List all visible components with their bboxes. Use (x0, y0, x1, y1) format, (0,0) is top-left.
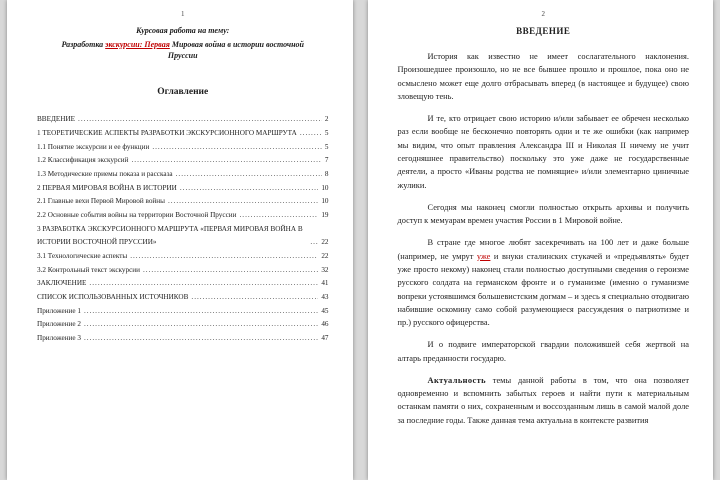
toc-leader (310, 236, 318, 250)
toc-row[interactable] (37, 154, 329, 168)
toc-row[interactable] (37, 168, 329, 182)
toc-row[interactable] (37, 332, 329, 346)
toc-label: 3.1 Технологические аспекты (37, 252, 128, 261)
toc-leader (191, 291, 318, 305)
toc-label: 2.1 Главные вехи Первой Мировой войны (37, 197, 165, 206)
toc-page-number: 22 (321, 252, 329, 261)
toc-leader (84, 318, 318, 332)
paragraph: Сегодня мы наконец смогли полностью открыть архивы и получить доступ к мемуарам времен участия России в 1 Мировой войне. (397, 202, 689, 226)
paragraph-text: В стране где многое любят засекречивать на 100 лет и даже больше (например, не умрут (397, 238, 689, 261)
page-2-number: 2 (541, 10, 545, 18)
toc-page-number: 43 (321, 293, 329, 302)
toc-leader (84, 305, 318, 319)
toc-label: 2 ПЕРВАЯ МИРОВАЯ ВОЙНА В ИСТОРИИ (37, 183, 177, 192)
toc-leader (89, 277, 318, 291)
paragraph: И те, кто отрицает свою историю и/или забывает ее обречен несколько раз если вообще не бесконечно повторять одни и те же ошибки (как например мы видим, что опыт правления Александра III и Николая II ничему не учит сегодняшнее правительство) поскольку это уже даже не государственные деятели, а просто «Иваны родства не помнящие» и/или элементарно циничные жулики. (397, 114, 689, 190)
toc-label: 1 ТЕОРЕТИЧЕСКИЕ АСПЕКТЫ РАЗРАБОТКИ ЭКСКУРСИОННОГО МАРШРУТА (37, 129, 297, 138)
toc-page-number: 7 (324, 156, 329, 165)
toc-page-number: 2 (324, 115, 329, 124)
toc-label: Приложение 2 (37, 320, 81, 329)
toc-label: 1.2 Классификация экскурсий (37, 156, 129, 165)
page-1-number: 1 (181, 10, 185, 18)
toc-page-number: 22 (321, 238, 329, 247)
toc-label: ЗАКЛЮЧЕНИЕ (37, 279, 87, 288)
paragraph-text: и внуки сталинских стукачей и «предъявлять» будет уже просто некому) наконец стали полностью доступными сведения о героизме русского солдата на германском фронте и о гуманизме (именно о гуманизме вопреки устоявшимся большевистским догмам – и здесь я специально отодвигаю набившие оскомину само собой разумеющиеся рассуждения о патриотизме и пр.) русского офицерства. (397, 251, 689, 328)
document-title (47, 39, 319, 61)
toc-leader (176, 168, 322, 182)
toc-row[interactable] (37, 318, 329, 332)
page-1 (7, 0, 353, 480)
toc-page-number: 19 (321, 211, 329, 220)
toc-leader (168, 195, 318, 209)
toc-page-number: 41 (321, 279, 329, 288)
toc-page-number: 45 (321, 306, 329, 315)
toc-page-number: 46 (321, 320, 329, 329)
toc-row[interactable] (37, 141, 329, 155)
title-rest: Мировая война в истории восточной Пруссии (167, 40, 304, 61)
toc-label: 2.2 Основные события войны на территории Восточной Пруссии (37, 211, 237, 220)
toc-label: Приложение 3 (37, 334, 81, 343)
toc-row[interactable] (37, 250, 329, 264)
spellcheck-marked-word: уже (476, 251, 491, 261)
toc-leader (84, 332, 318, 346)
toc-label: СПИСОК ИСПОЛЬЗОВАННЫХ ИСТОЧНИКОВ (37, 293, 189, 302)
toc-leader (300, 127, 322, 141)
toc-page-number: 5 (324, 142, 329, 151)
paragraph: История как известно не имеет сослагательного наклонения. Произошедшее произошло, но не все бывшее прошло и прошлое, пока оно не осмыслено может еще долго отбрасывать вперед (в настоящее и будущее) свою зловещую тень. (397, 52, 689, 101)
toc-label: ВВЕДЕНИЕ (37, 115, 76, 124)
toc-leader (239, 209, 318, 223)
toc-row[interactable] (37, 127, 329, 141)
toc-label: 3.2 Контрольный текст экскурсии (37, 265, 140, 274)
toc-page-number: 32 (321, 265, 329, 274)
course-work-subtitle: Курсовая работа на тему: (136, 26, 230, 35)
toc-row[interactable] (37, 182, 329, 196)
paragraph (398, 374, 690, 427)
toc-row[interactable] (37, 209, 329, 223)
toc-leader (132, 154, 322, 168)
toc-page-number: 10 (321, 197, 329, 206)
toc-row[interactable] (37, 264, 329, 278)
toc-label: 1.3 Методические приемы показа и рассказа (37, 170, 173, 179)
toc-row[interactable] (37, 113, 329, 127)
toc-label: Приложение 1 (37, 306, 81, 315)
toc-row[interactable] (37, 195, 329, 209)
paragraph (398, 236, 690, 329)
introduction-heading: ВВЕДЕНИЕ (516, 26, 571, 36)
toc-label: 1.1 Понятие экскурсии и ее функции (37, 142, 150, 151)
toc-page-number: 47 (321, 334, 329, 343)
toc-row[interactable] (37, 223, 329, 250)
toc-label: 3 РАЗРАБОТКА ЭКСКУРСИОННОГО МАРШРУТА «ПЕРВАЯ МИРОВАЯ ВОЙНА В ИСТОРИИ ВОСТОЧНОЙ ПРУССИИ» (37, 224, 303, 247)
toc-page-number: 10 (321, 183, 329, 192)
toc-leader (152, 141, 322, 155)
paragraph: И о подвиге императорской гвардии положившей себя жертвой на алтарь преданности государю. (397, 340, 689, 363)
paragraph-text: темы данной работы в том, что она позволяет одновременно и вспомнить забытых героев и найти пути к материальным останкам памяти о них, сохраненным и воссозданным лишь в самой малой доле за последние годы. Также данная тема актуальна в контексте развития (397, 375, 689, 425)
title-hyperlink[interactable]: экскурсии: Первая (105, 40, 170, 49)
title-prefix: Разработка (61, 40, 106, 49)
page-2 (368, 0, 714, 480)
toc-row[interactable] (37, 277, 329, 291)
toc-leader (180, 182, 318, 196)
toc-heading: Оглавление (157, 87, 209, 98)
toc-page-number: 8 (324, 170, 329, 179)
toc-leader (78, 113, 322, 127)
toc-leader (143, 264, 318, 278)
toc-leader (130, 250, 318, 264)
table-of-contents (37, 113, 329, 345)
toc-page-number: 5 (324, 129, 329, 138)
toc-row[interactable] (37, 291, 329, 305)
toc-row[interactable] (37, 305, 329, 319)
relevance-lead-word: Актуальность (427, 375, 486, 385)
